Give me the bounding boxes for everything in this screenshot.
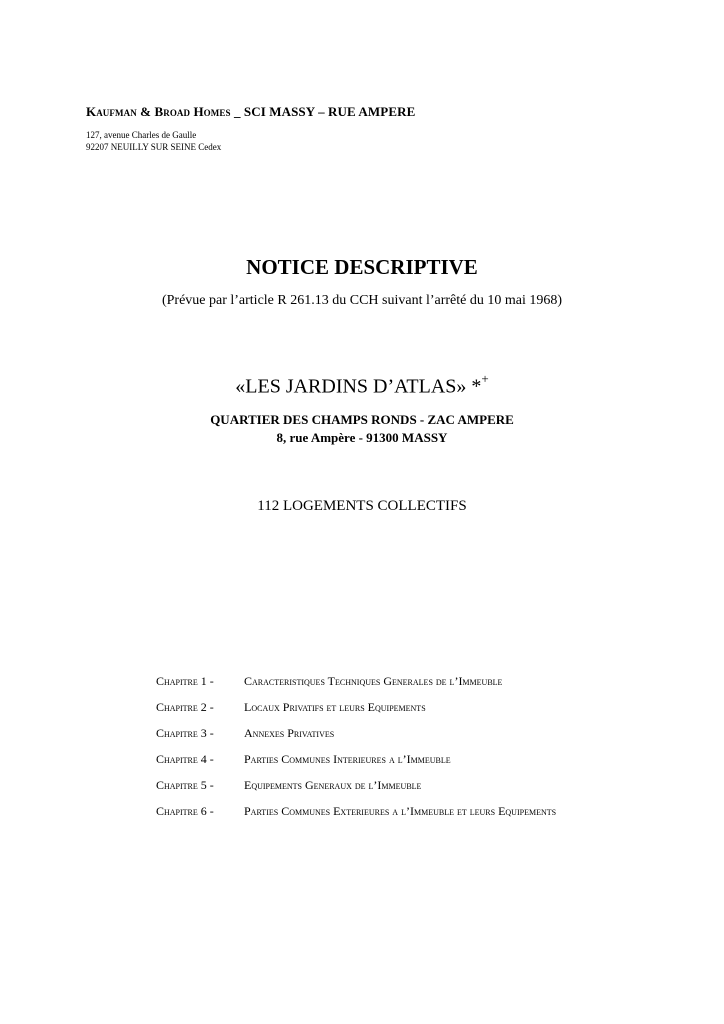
chapter-item — [156, 674, 656, 700]
chapter-title: Locaux Privatifs et leurs Equipements — [244, 700, 426, 714]
address-line-1: 127, avenue Charles de Gaulle — [86, 130, 197, 140]
chapter-item — [156, 752, 656, 778]
project-address: 8, rue Ampère - 91300 MASSY — [276, 430, 448, 445]
chapter-title: Caracteristiques Techniques Generales de l’Immeuble — [244, 674, 503, 688]
company-name-broad-homes: Broad Homes — [154, 104, 231, 119]
chapter-title: Annexes Privatives — [244, 726, 335, 740]
chapter-number: Chapitre 1 - — [156, 674, 214, 688]
chapter-item — [156, 726, 656, 752]
company-header — [86, 104, 415, 120]
address-line-2: 92207 NEUILLY SUR SEINE Cedex — [86, 142, 222, 152]
project-name-text: «LES JARDINS D’ATLAS» * — [235, 375, 482, 398]
units-count: 112 LOGEMENTS COLLECTIFS — [257, 498, 467, 514]
chapter-item — [156, 804, 656, 844]
chapter-title: Parties Communes Exterieures a l’Immeuble et leurs Equipements — [244, 804, 557, 818]
document-title: NOTICE DESCRIPTIVE — [246, 255, 478, 279]
project-name — [0, 373, 724, 399]
chapter-number: Chapitre 2 - — [156, 700, 214, 714]
chapter-item — [156, 778, 656, 804]
chapter-number: Chapitre 6 - — [156, 804, 214, 818]
project-name-mark: + — [481, 371, 489, 386]
chapter-title: Equipements Generaux de l’Immeuble — [244, 778, 422, 792]
chapter-title: Parties Communes Interieures a l’Immeuble — [244, 752, 451, 766]
chapter-number: Chapitre 4 - — [156, 752, 214, 766]
document-subtitle: (Prévue par l’article R 261.13 du CCH suivant l’arrêté du 10 mai 1968) — [161, 293, 563, 308]
company-name-ampersand: & — [136, 104, 155, 119]
project-district: QUARTIER DES CHAMPS RONDS - ZAC AMPERE — [210, 412, 514, 427]
chapter-item — [156, 700, 656, 726]
chapter-list — [156, 674, 656, 844]
company-name-kaufman: Kaufman — [86, 104, 137, 119]
chapter-number: Chapitre 5 - — [156, 778, 214, 792]
project-reference: _ SCI MASSY – RUE AMPERE — [230, 104, 416, 119]
chapter-number: Chapitre 3 - — [156, 726, 214, 740]
